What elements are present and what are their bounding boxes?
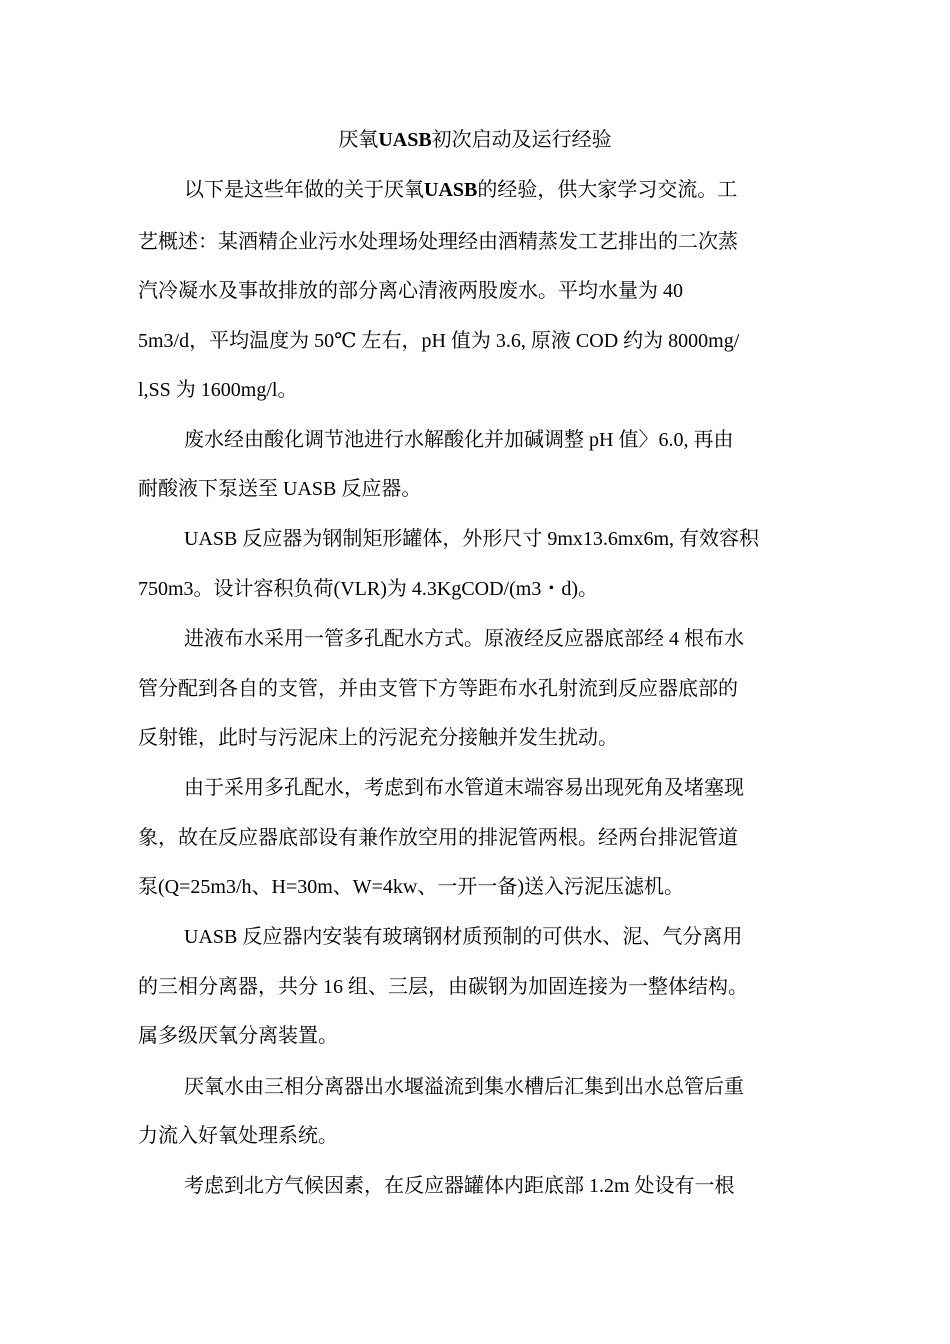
paragraph-line: 管分配到各自的支管，并由支管下方等距布水孔射流到反应器底部的 bbox=[138, 678, 738, 700]
paragraph-line: l,SS 为 1600mg/l。 bbox=[138, 379, 298, 401]
paragraph-line: 考虑到北方气候因素，在反应器罐体内距底部 1.2m 处设有一根 bbox=[184, 1175, 735, 1197]
paragraph-line: 厌氧水由三相分离器出水堰溢流到集水槽后汇集到出水总管后重 bbox=[184, 1076, 744, 1098]
title-part: 初次启动及运行经验 bbox=[431, 129, 612, 151]
paragraph-line: 废水经由酸化调节池进行水解酸化并加碱调整 pH 值〉6.0, 再由 bbox=[184, 429, 734, 451]
paragraph-line: 由于采用多孔配水，考虑到布水管道末端容易出现死角及堵塞现 bbox=[184, 777, 744, 799]
paragraph-line: UASB 反应器为钢制矩形罐体，外形尺寸 9mx13.6mx6m, 有效容积 bbox=[184, 528, 760, 550]
paragraph-line: 汽冷凝水及事故排放的部分离心清液两股废水。平均水量为 40 bbox=[138, 280, 683, 302]
document-title bbox=[0, 124, 950, 156]
text-run: 以下是这些年做的关于厌氧 bbox=[184, 179, 424, 201]
title-part: 厌氧 bbox=[338, 129, 379, 151]
paragraph-line: 耐酸液下泵送至 UASB 反应器。 bbox=[138, 478, 422, 500]
paragraph-line: 属多级厌氧分离装置。 bbox=[138, 1025, 338, 1047]
paragraph-line: 艺概述：某酒精企业污水处理场处理经由酒精蒸发工艺排出的二次蒸 bbox=[138, 231, 738, 253]
text-run: 的经验，供大家学习交流。工 bbox=[477, 179, 738, 201]
text-run-bold: UASB bbox=[424, 179, 478, 201]
paragraph-line: UASB 反应器内安装有玻璃钢材质预制的可供水、泥、气分离用 bbox=[184, 926, 743, 948]
paragraph-line: 5m3/d，平均温度为 50℃ 左右，pH 值为 3.6, 原液 COD 约为 8000mg/ bbox=[138, 330, 740, 352]
title-part-bold: UASB bbox=[378, 129, 432, 151]
paragraph-line: 反射锥，此时与污泥床上的污泥充分接触并发生扰动。 bbox=[138, 727, 618, 749]
paragraph-line bbox=[184, 174, 737, 206]
paragraph-line: 象，故在反应器底部设有兼作放空用的排泥管两根。经两台排泥管道 bbox=[138, 827, 738, 849]
paragraph-line: 进液布水采用一管多孔配水方式。原液经反应器底部经 4 根布水 bbox=[184, 628, 744, 650]
paragraph-line: 力流入好氧处理系统。 bbox=[138, 1125, 338, 1147]
paragraph-line: 750m3。设计容积负荷(VLR)为 4.3KgCOD/(m3・d)。 bbox=[138, 578, 598, 600]
paragraph-line: 泵(Q=25m3/h、H=30m、W=4kw、一开一备)送入污泥压滤机。 bbox=[138, 876, 685, 898]
paragraph-line: 的三相分离器，共分 16 组、三层，由碳钢为加固连接为一整体结构。 bbox=[138, 976, 748, 998]
